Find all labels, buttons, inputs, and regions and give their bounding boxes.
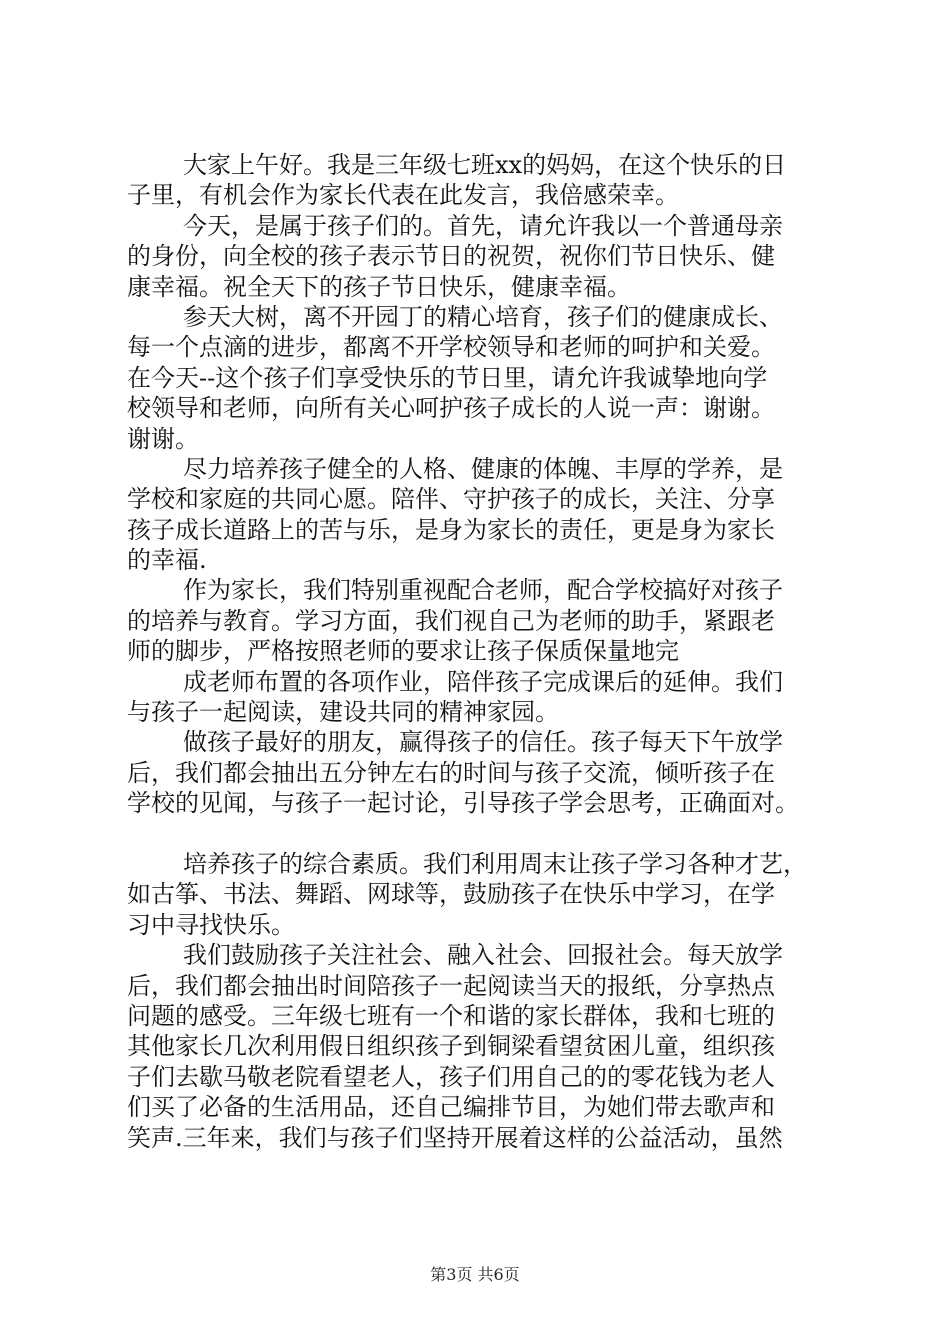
text-line: 尽力培养孩子健全的人格、健康的体魄、丰厚的学养，是: [183, 454, 783, 483]
text-line: 子们去歇马敬老院看望老人，孩子们用自己的的零花钱为老人: [127, 1062, 775, 1091]
text-line: 问题的感受。三年级七班有一个和谐的家长群体，我和七班的: [127, 1001, 775, 1030]
text-line: 孩子成长道路上的苦与乐，是身为家长的责任，更是身为家长: [127, 515, 775, 544]
text-line: 大家上午好。我是三年级七班xx的妈妈，在这个快乐的日: [183, 151, 787, 179]
blank-line: [127, 819, 837, 849]
text-line: 如古筝、书法、舞蹈、网球等，鼓励孩子在快乐中学习，在学: [127, 880, 775, 909]
text-line: 学校和家庭的共同心愿。陪伴、守护孩子的成长，关注、分享: [127, 485, 775, 514]
text-line: 成老师布置的各项作业，陪伴孩子完成课后的延伸。我们: [183, 667, 783, 696]
text-line: 习中寻找快乐。: [127, 910, 295, 939]
text-line: 子里，有机会作为家长代表在此发言，我倍感荣幸。: [127, 181, 679, 210]
text-line: 康幸福。祝全天下的孩子节日快乐，健康幸福。: [127, 272, 631, 301]
text-line: 我们鼓励孩子关注社会、融入社会、回报社会。每天放学: [183, 941, 783, 970]
text-line: 作为家长，我们特别重视配合老师，配合学校搞好对孩子: [183, 576, 783, 605]
text-line: 与孩子一起阅读，建设共同的精神家园。: [127, 698, 559, 727]
text-line: 培养孩子的综合素质。我们利用周末让孩子学习各种才艺，: [183, 849, 807, 878]
text-line: 的幸福.: [127, 546, 207, 575]
text-line: 谢谢。: [127, 424, 199, 453]
text-line: 师的脚步，严格按照老师的要求让孩子保质保量地完: [127, 637, 679, 666]
text-line: 们买了必备的生活用品，还自己编排节目，为她们带去歌声和: [127, 1093, 775, 1122]
text-line: 其他家长几次利用假日组织孩子到铜梁看望贫困儿童，组织孩: [127, 1032, 775, 1061]
text-line: 今天，是属于孩子们的。首先，请允许我以一个普通母亲: [183, 211, 783, 240]
page-number-footer: 第3页 共6页: [430, 1265, 520, 1284]
text-line: 做孩子最好的朋友，赢得孩子的信任。孩子每天下午放学: [183, 728, 783, 757]
text-line: 的培养与教育。学习方面，我们视自己为老师的助手，紧跟老: [127, 606, 775, 635]
text-line: 后，我们都会抽出时间陪孩子一起阅读当天的报纸，分享热点: [127, 971, 775, 1000]
text-line: 每一个点滴的进步，都离不开学校领导和老师的呵护和关爱。: [127, 333, 775, 362]
text-line: 学校的见闻，与孩子一起讨论，引导孩子学会思考，正确面对。: [127, 789, 799, 818]
document-body: [127, 150, 837, 1153]
text-line: 在今天--这个孩子们享受快乐的节日里，请允许我诚挚地向学: [127, 363, 768, 392]
text-line: 校领导和老师，向所有关心呵护孩子成长的人说一声：谢谢。: [127, 394, 775, 423]
text-line: 的身份，向全校的孩子表示节日的祝贺，祝你们节日快乐、健: [127, 242, 775, 271]
text-line: 后，我们都会抽出五分钟左右的时间与孩子交流，倾听孩子在: [127, 758, 775, 787]
text-line: 参天大树，离不开园丁的精心培育，孩子们的健康成长、: [183, 302, 783, 331]
text-line: 笑声.三年来，我们与孩子们坚持开展着这样的公益活动，虽然: [127, 1123, 783, 1152]
